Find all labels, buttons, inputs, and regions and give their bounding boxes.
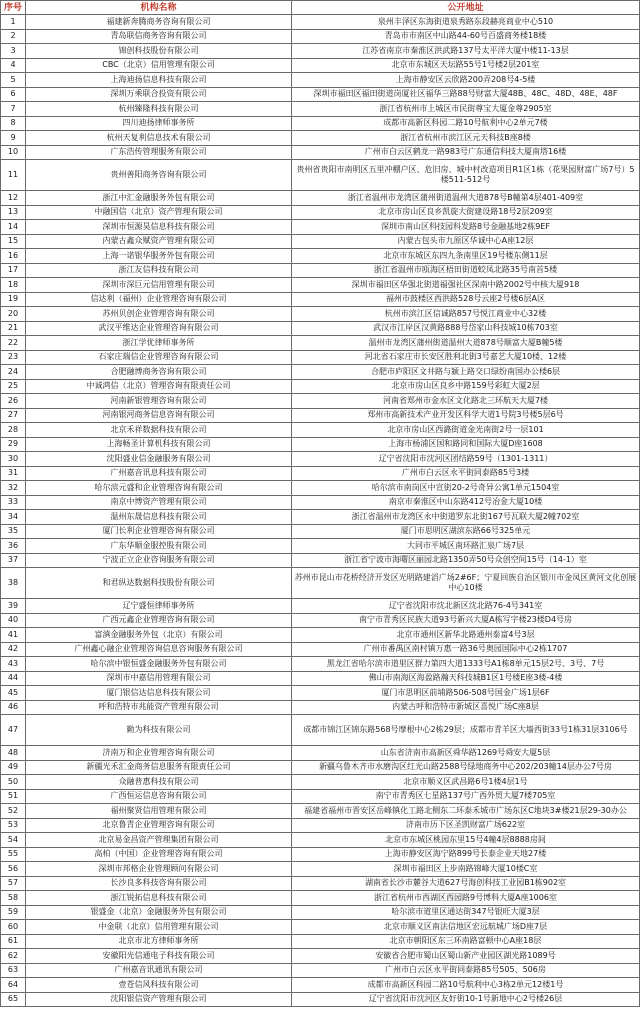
cell-address: 苏州市昆山市花桥经济开发区光明路建滔广场2#6F；宁夏回族自治区银川市金凤区黄河文化创展中心10楼 [292,568,640,599]
cell-no: 65 [1,992,26,1007]
cell-no: 52 [1,804,26,819]
table-row [1,116,640,131]
cell-name: 厦门长利企业管理咨询有限公司 [26,524,292,539]
cell-address: 辽宁省沈阳市沈河区团结路59号（1301-1311） [292,452,640,467]
cell-address: 浙江省杭州市西湖区西园路9号博科大厦A座1006室 [292,891,640,906]
table-row [1,905,640,920]
cell-name: 北京鲁青企业管理咨询有限公司 [26,818,292,833]
cell-name: 苏州贝创企业管理咨询有限公司 [26,307,292,322]
table-row [1,452,640,467]
cell-no: 56 [1,862,26,877]
cell-address: 泉州丰泽区东海街道泉秀路东段赫亮商业中心510 [292,15,640,30]
cell-address: 北京市顺义区武昌路6号1楼4层1号 [292,775,640,790]
header-row [1,1,640,15]
cell-address: 河北省石家庄市长安区胜利北街3号嘉艺大厦10楼、12楼 [292,350,640,365]
table-row [1,818,640,833]
table-row [1,686,640,701]
cell-name: 广州嘉音讯通讯有限公司 [26,963,292,978]
table-row [1,350,640,365]
cell-no: 18 [1,278,26,293]
table-row [1,963,640,978]
table-row [1,613,640,628]
cell-address: 厦门市思明区前埔路506-508号国金广场1层6F [292,686,640,701]
cell-no: 16 [1,249,26,264]
cell-no: 63 [1,963,26,978]
cell-name: 哈尔滨元盛和企业管理咨询有限公司 [26,481,292,496]
cell-no: 29 [1,437,26,452]
cell-name: 长沙良多科技咨询有限公司 [26,876,292,891]
table-row [1,804,640,819]
table-row [1,700,640,715]
cell-address: 山东省济南市高新区舜华路1269号舜安大厦5层 [292,746,640,761]
cell-no: 36 [1,539,26,554]
cell-name: 中诚鸿信（北京）管理咨询有限责任公司 [26,379,292,394]
cell-name: 深圳市恒源昊信息科技有限公司 [26,220,292,235]
cell-name: 广西元鑫企业管理咨询有限公司 [26,613,292,628]
cell-no: 27 [1,408,26,423]
cell-name: 银盛金（北京）金融服务外包有限公司 [26,905,292,920]
cell-name: 北京禾祥数据科技有限公司 [26,423,292,438]
cell-no: 45 [1,686,26,701]
cell-no: 31 [1,466,26,481]
cell-name: 河南银河商务信息咨询有限公司 [26,408,292,423]
table-row [1,437,640,452]
cell-address: 浙江省宁波市海曙区丽园北路1350弄50号众创空间15号（14-1）室 [292,553,640,568]
cell-name: 北京易金昌资产管理集团有限公司 [26,833,292,848]
cell-name: 上海一诺银华服务外包有限公司 [26,249,292,264]
cell-address: 内蒙古包头市九原区华诚中心A座12层 [292,234,640,249]
cell-name: 信达利（福州）企业管理咨询有限公司 [26,292,292,307]
cell-name: 青岛联信商务咨询有限公司 [26,29,292,44]
cell-no: 23 [1,350,26,365]
cell-name: 深圳市邦格企业管理顾问有限公司 [26,862,292,877]
cell-name: 和君纵达数据科技股份有限公司 [26,568,292,599]
cell-no: 6 [1,87,26,102]
table-row [1,992,640,1007]
cell-no: 64 [1,978,26,993]
table-row [1,131,640,146]
cell-no: 58 [1,891,26,906]
cell-name: 富滇金融服务外包（北京）有限公司 [26,628,292,643]
cell-address: 上海市静安区云欣路200弄208号4-5楼 [292,73,640,88]
cell-address: 北京市东城区天坛路55号1号楼2层201室 [292,58,640,73]
cell-no: 28 [1,423,26,438]
table-row [1,205,640,220]
cell-name: 福建新奔腾商务咨询有限公司 [26,15,292,30]
cell-no: 42 [1,642,26,657]
table-row [1,746,640,761]
table-row [1,336,640,351]
cell-no: 17 [1,263,26,278]
cell-no: 37 [1,553,26,568]
cell-no: 13 [1,205,26,220]
cell-no: 14 [1,220,26,235]
cell-address: 南宁市青秀区七星路137号广西外贸大厦7楼705室 [292,789,640,804]
cell-address: 北京市房山区良乡中路159号彩虹大厦2层 [292,379,640,394]
table-row [1,495,640,510]
cell-name: 辽宁盛恒律师事务所 [26,599,292,614]
cell-name: 壹苍信风科技有限公司 [26,978,292,993]
cell-address: 福建省福州市晋安区岳峰镇化工路北侧东二环泰禾城市广场东区C地块3#楼21层29-30办公 [292,804,640,819]
cell-no: 51 [1,789,26,804]
cell-name: 哈尔滨中银恒盛金融服务外包有限公司 [26,657,292,672]
cell-name: 浙江学优律师事务所 [26,336,292,351]
cell-no: 30 [1,452,26,467]
cell-name: 高柏（中国）企业管理咨询有限公司 [26,847,292,862]
cell-no: 47 [1,715,26,746]
table-body [1,15,640,1007]
cell-address: 济南市历下区圣凯财富广场622室 [292,818,640,833]
cell-address: 福州市鼓楼区西洪路528号云座2号楼6层A区 [292,292,640,307]
cell-address: 广州市白云区永平街同泰路85号3楼 [292,466,640,481]
cell-name: 沈阳盛业信金融服务有限公司 [26,452,292,467]
cell-address: 新疆乌鲁木齐市水磨沟区红光山路2588号绿地商务中心202/203幢14层办公7号房 [292,760,640,775]
cell-no: 34 [1,510,26,525]
cell-name: 厦门银信达信息科技有限公司 [26,686,292,701]
cell-name: 众融普惠科技有限公司 [26,775,292,790]
cell-no: 60 [1,920,26,935]
table-row [1,73,640,88]
table-row [1,934,640,949]
table-row [1,15,640,30]
cell-no: 49 [1,760,26,775]
table-row [1,760,640,775]
cell-address: 广州市番禺区南村镇万惠一路36号奥园国际中心2栋1707 [292,642,640,657]
table-row [1,599,640,614]
cell-address: 南京市秦淮区中山东路412号冶金大厦10楼 [292,495,640,510]
table-row [1,145,640,160]
header-name: 机构名称 [26,1,292,15]
cell-no: 40 [1,613,26,628]
cell-address: 北京市通州区新华北路通州泰富4号3层 [292,628,640,643]
table-row [1,102,640,117]
cell-no: 43 [1,657,26,672]
cell-address: 成都市高新区科园二路10号航利中心2单元7楼 [292,116,640,131]
cell-no: 2 [1,29,26,44]
cell-address: 江苏省南京市秦淮区洪武路137号太平洋大厦中楼11-13层 [292,44,640,59]
table-row [1,628,640,643]
cell-address: 杭州市滨江区信诚路857号悦江商业中心32楼 [292,307,640,322]
cell-no: 57 [1,876,26,891]
cell-no: 44 [1,671,26,686]
cell-address: 深圳市福田区华强北街道福强社区深南中路2002号中核大厦918 [292,278,640,293]
table-row [1,642,640,657]
cell-address: 浙江省杭州市上城区市民街尊宝大厦金尊2905室 [292,102,640,117]
cell-no: 46 [1,700,26,715]
cell-address: 湖南省长沙市麓谷大道627号海创科技工业园B1栋902室 [292,876,640,891]
cell-address: 大同市平城区南环路汇泉广场7层 [292,539,640,554]
table-row [1,466,640,481]
cell-name: 呼和浩特市兆能资产管理有限公司 [26,700,292,715]
table-row [1,44,640,59]
table-row [1,847,640,862]
cell-name: 合肥融博商务咨询有限公司 [26,365,292,380]
table-row [1,321,640,336]
table-row [1,568,640,599]
cell-name: 沈阳银信资产管理有限公司 [26,992,292,1007]
table-row [1,234,640,249]
cell-name: 南京中博资产管理有限公司 [26,495,292,510]
table-row [1,657,640,672]
cell-name: 新疆光禾汇金商务信息服务有限责任公司 [26,760,292,775]
cell-address: 安徽省合肥市蜀山区蜀山新产业园区湖光路1089号 [292,949,640,964]
cell-address: 浙江省温州市龙湾区永中街道罗东北街167号瓦联大厦2幢702室 [292,510,640,525]
cell-name: 广西恒运信息咨询有限公司 [26,789,292,804]
cell-no: 33 [1,495,26,510]
cell-no: 55 [1,847,26,862]
table-row [1,278,640,293]
cell-address: 南宁市青秀区民族大道93号新兴大厦A栋写字楼23楼D4号房 [292,613,640,628]
cell-address: 成都市锦江区锦东路568号摩根中心2栋29层；成都市青羊区大墙西街33号1栋31层3106号 [292,715,640,746]
cell-address: 哈尔滨市南岗区中宣街20-2号奇异公寓1单元1504室 [292,481,640,496]
cell-name: 四川迪扬律师事务所 [26,116,292,131]
table-row [1,789,640,804]
table-row [1,481,640,496]
cell-name: 内蒙古鑫众赋资产管理有限公司 [26,234,292,249]
table-row [1,160,640,191]
cell-name: 浙江锐拓信息科技有限公司 [26,891,292,906]
cell-address: 北京市顺义区南法信地区宏远航城广场D座7层 [292,920,640,935]
cell-name: 济南万和企业管理咨询有限公司 [26,746,292,761]
table-row [1,191,640,206]
cell-name: 浙江中汇金融服务外包有限公司 [26,191,292,206]
cell-name: 中融国信（北京）资产管理有限公司 [26,205,292,220]
cell-address: 广州市白云区鹤龙一路983号广东通信科技大厦南塔16楼 [292,145,640,160]
cell-name: 上海畅圣计算机科技有限公司 [26,437,292,452]
table-row [1,292,640,307]
table-row [1,920,640,935]
cell-address: 青岛市市南区中山路44-60号百盛商务楼18楼 [292,29,640,44]
table-row [1,408,640,423]
cell-no: 32 [1,481,26,496]
cell-no: 4 [1,58,26,73]
cell-address: 郑州市高新技术产业开发区科学大道1号院3号楼5层6号 [292,408,640,423]
cell-no: 39 [1,599,26,614]
cell-address: 北京市东城区桃园东里15号4幢4层8888房间 [292,833,640,848]
cell-name: 石家庄瑞信企业管理咨询有限公司 [26,350,292,365]
table-row [1,539,640,554]
cell-name: 宁波正立企业咨询服务有限公司 [26,553,292,568]
table-row [1,833,640,848]
cell-no: 22 [1,336,26,351]
cell-name: 福州聚贤信用管理有限公司 [26,804,292,819]
cell-address: 佛山市南海区海盈路瀚天科技城B1区1号楼E座3楼-4楼 [292,671,640,686]
table-row [1,379,640,394]
table-row [1,365,640,380]
cell-name: 安徽阳光信通电子科技有限公司 [26,949,292,964]
cell-name: 上海迪扬信息科技有限公司 [26,73,292,88]
cell-name: 锦创科技股份有限公司 [26,44,292,59]
cell-no: 9 [1,131,26,146]
cell-no: 19 [1,292,26,307]
cell-address: 深圳市福田区上步南路锦峰大厦10楼C室 [292,862,640,877]
cell-address: 辽宁省沈阳市沈北新区沈北路76-4号341室 [292,599,640,614]
cell-name: 温州东晟信息科技有限公司 [26,510,292,525]
cell-no: 53 [1,818,26,833]
cell-no: 50 [1,775,26,790]
cell-address: 北京市东城区东四九条南里区19号楼东侧11层 [292,249,640,264]
cell-name: CBC（北京）信用管理有限公司 [26,58,292,73]
cell-name: 杭州臻隆科技有限公司 [26,102,292,117]
cell-address: 哈尔滨市道里区通达街347号银旺大厦3层 [292,905,640,920]
cell-no: 11 [1,160,26,191]
cell-no: 59 [1,905,26,920]
cell-no: 12 [1,191,26,206]
cell-no: 20 [1,307,26,322]
cell-address: 北京市房山区西潞街道金光南街2号一层101 [292,423,640,438]
cell-address: 厦门市思明区湖滨东路66号325单元 [292,524,640,539]
cell-name: 深圳市中嘉信用管理有限公司 [26,671,292,686]
cell-name: 广东浩传管理服务有限公司 [26,145,292,160]
cell-address: 内蒙古呼和浩特市新城区喜悦广场C座8层 [292,700,640,715]
cell-no: 48 [1,746,26,761]
cell-name: 广州鑫心融企业管理咨询信息咨询服务有限公司 [26,642,292,657]
cell-no: 7 [1,102,26,117]
cell-address: 黑龙江省哈尔滨市道里区群力第四大道1333号A1栋8单元15层2号、3号、7号 [292,657,640,672]
cell-no: 61 [1,934,26,949]
cell-name: 深圳市深巨元信用管理有限公司 [26,278,292,293]
cell-no: 1 [1,15,26,30]
cell-address: 北京市朝阳区东三环南路富顿中心A座18层 [292,934,640,949]
cell-no: 54 [1,833,26,848]
table-row [1,307,640,322]
table-row [1,29,640,44]
cell-name: 浙江友信科技有限公司 [26,263,292,278]
cell-address: 合肥市庐阳区文井路与颍上路交口绿纷南国办公楼6层 [292,365,640,380]
cell-no: 38 [1,568,26,599]
table-row [1,263,640,278]
cell-name: 勤为科技有限公司 [26,715,292,746]
cell-address: 深圳市南山区科技园科发路8号金融基地2栋9EF [292,220,640,235]
table-row [1,220,640,235]
cell-name: 北京市北方律师事务所 [26,934,292,949]
table-row [1,949,640,964]
cell-address: 上海市静安区海宁路899号长泰企业天地27楼 [292,847,640,862]
cell-no: 25 [1,379,26,394]
cell-name: 武汉平维达企业管理咨询有限公司 [26,321,292,336]
cell-address: 上海市杨浦区国和路同和国际大厦D座1608 [292,437,640,452]
cell-name: 贵州善阳商务咨询有限公司 [26,160,292,191]
cell-no: 35 [1,524,26,539]
cell-no: 15 [1,234,26,249]
cell-address: 贵州省贵阳市南明区五里冲棚户区、危旧房、城中村改造项目R1区1栋（花果园财富广场7号）5楼511-512号 [292,160,640,191]
cell-no: 8 [1,116,26,131]
cell-no: 3 [1,44,26,59]
table-row [1,87,640,102]
cell-no: 5 [1,73,26,88]
cell-address: 武汉市江岸区汉黄路888号岱家山科技城10栋703室 [292,321,640,336]
table-row [1,423,640,438]
table-row [1,876,640,891]
cell-no: 62 [1,949,26,964]
cell-no: 24 [1,365,26,380]
table-row [1,524,640,539]
cell-name: 杭州天复利信息技术有限公司 [26,131,292,146]
table-row [1,394,640,409]
cell-address: 温州市龙湾区蒲州街道温州大道878号顺富大厦B幢5楼 [292,336,640,351]
header-address: 公开地址 [292,1,640,15]
table-row [1,862,640,877]
cell-address: 浙江省温州市瓯海区梧田街道蛟凤北路35号南首5楼 [292,263,640,278]
cell-address: 北京市房山区良乡凯旋大街建设路18号2层209室 [292,205,640,220]
cell-no: 41 [1,628,26,643]
cell-no: 10 [1,145,26,160]
cell-no: 26 [1,394,26,409]
table-row [1,249,640,264]
table-row [1,58,640,73]
cell-name: 广东华顺金服控股有限公司 [26,539,292,554]
cell-name: 广州嘉音讯息科技有限公司 [26,466,292,481]
cell-address: 浙江省杭州市滨江区元天科技B座8楼 [292,131,640,146]
cell-address: 浙江省温州市龙湾区蒲州街道温州大道878号B幢第4层401-409室 [292,191,640,206]
table-row [1,715,640,746]
cell-address: 河南省郑州市金水区文化路北三环航天大厦7楼 [292,394,640,409]
cell-address: 成都市高新区科园二路10号航利中心3栋2单元12楼1号 [292,978,640,993]
cell-no: 21 [1,321,26,336]
cell-name: 深圳万乘联合投资有限公司 [26,87,292,102]
cell-name: 中金联（北京）信用管理有限公司 [26,920,292,935]
cell-address: 广州市白云区永平街同泰路85号505、506房 [292,963,640,978]
table-row [1,553,640,568]
header-no: 序号 [1,1,26,15]
table-row [1,978,640,993]
table-row [1,891,640,906]
table-row [1,510,640,525]
cell-address: 辽宁省沈阳市沈河区友好街10-1号新地中心2号楼26层 [292,992,640,1007]
cell-address: 深圳市福田区福田街道岗厦社区福华三路88号财富大厦48B、48C、48D、48E、48F [292,87,640,102]
table-row [1,671,640,686]
cell-name: 河南新银管理咨询有限公司 [26,394,292,409]
table-row [1,775,640,790]
